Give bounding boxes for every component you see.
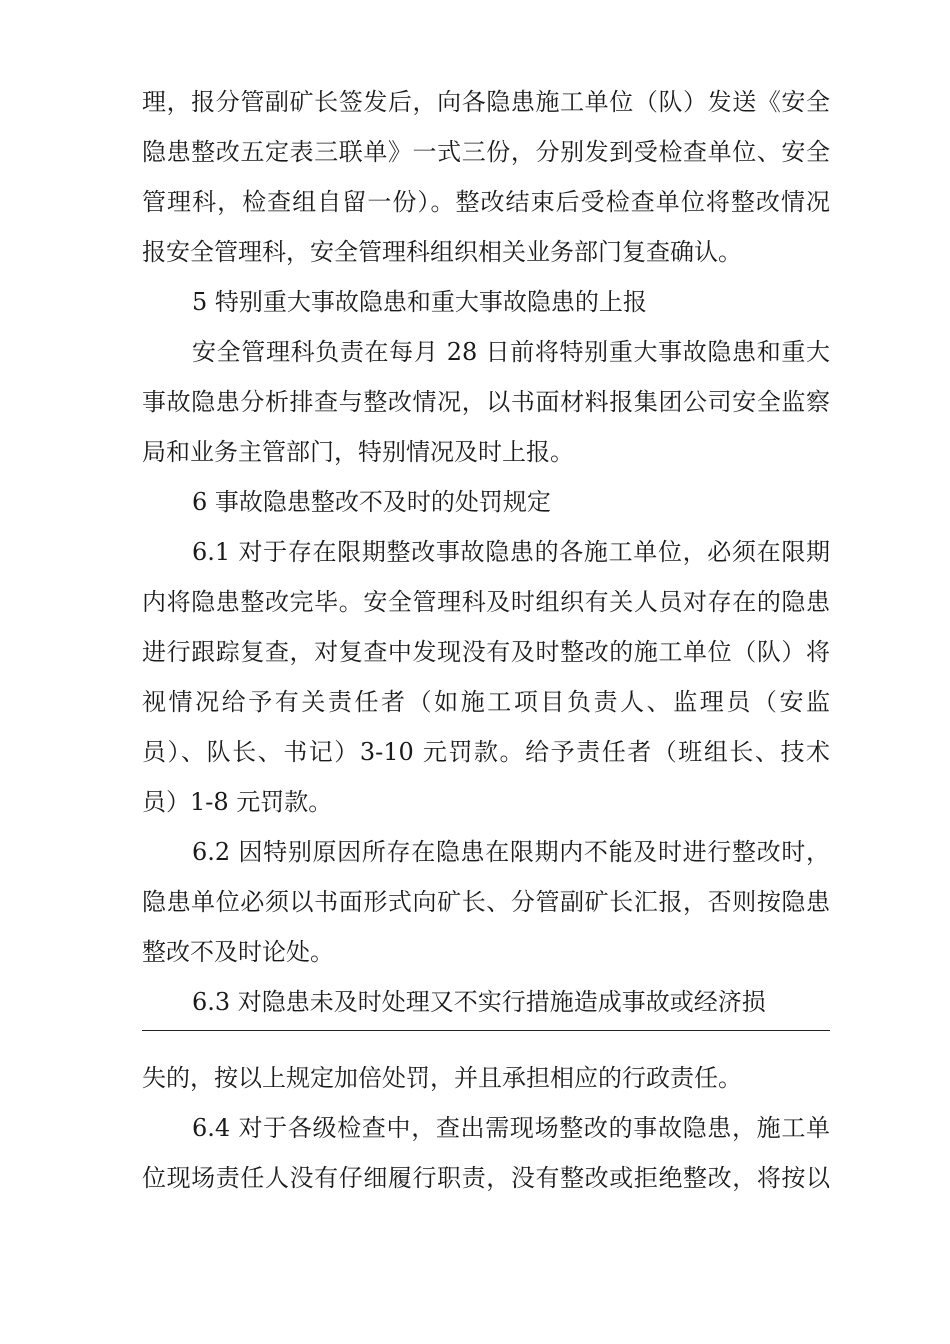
clause-6-1: 6.1 对于存在限期整改事故隐患的各施工单位，必须在限期 bbox=[192, 538, 830, 566]
section-heading-5: 5 特别重大事故隐患和重大事故隐患的上报 bbox=[192, 288, 647, 316]
paragraph-line: 隐患整改五定表三联单》一式三份，分别发到受检查单位、安全 bbox=[142, 138, 830, 166]
paragraph-line: 视情况给予有关责任者（如施工项目负责人、监理员（安监 bbox=[142, 688, 830, 716]
paragraph-line: 整改不及时论处。 bbox=[142, 938, 334, 966]
clause-6-4: 6.4 对于各级检查中，查出需现场整改的事故隐患，施工单 bbox=[192, 1114, 830, 1142]
paragraph-line: 事故隐患分析排查与整改情况，以书面材料报集团公司安全监察 bbox=[142, 388, 830, 416]
paragraph-line: 员）1-8 元罚款。 bbox=[142, 788, 333, 816]
paragraph-line: 局和业务主管部门，特别情况及时上报。 bbox=[142, 438, 574, 466]
page-divider bbox=[142, 1030, 830, 1031]
paragraph-line: 报安全管理科，安全管理科组织相关业务部门复查确认。 bbox=[142, 238, 742, 266]
paragraph-line: 安全管理科负责在每月 28 日前将特别重大事故隐患和重大 bbox=[192, 338, 830, 366]
paragraph-line: 管理科，检查组自留一份）。整改结束后受检查单位将整改情况 bbox=[142, 188, 830, 216]
paragraph-line: 员）、队长、书记）3-10 元罚款。给予责任者（班组长、技术 bbox=[142, 738, 830, 766]
clause-6-3: 6.3 对隐患未及时处理又不实行措施造成事故或经济损 bbox=[192, 988, 766, 1016]
paragraph-line: 进行跟踪复查，对复查中发现没有及时整改的施工单位（队）将 bbox=[142, 638, 830, 666]
section-heading-6: 6 事故隐患整改不及时的处罚规定 bbox=[192, 488, 551, 516]
paragraph-line: 失的，按以上规定加倍处罚，并且承担相应的行政责任。 bbox=[142, 1064, 742, 1092]
paragraph-line: 位现场责任人没有仔细履行职责，没有整改或拒绝整改，将按以 bbox=[142, 1164, 830, 1192]
paragraph-line: 理，报分管副矿长签发后，向各隐患施工单位（队）发送《安全 bbox=[142, 88, 830, 116]
clause-6-2: 6.2 因特别原因所存在隐患在限期内不能及时进行整改时， bbox=[192, 838, 830, 866]
paragraph-line: 内将隐患整改完毕。安全管理科及时组织有关人员对存在的隐患 bbox=[142, 588, 830, 616]
paragraph-line: 隐患单位必须以书面形式向矿长、分管副矿长汇报，否则按隐患 bbox=[142, 888, 830, 916]
